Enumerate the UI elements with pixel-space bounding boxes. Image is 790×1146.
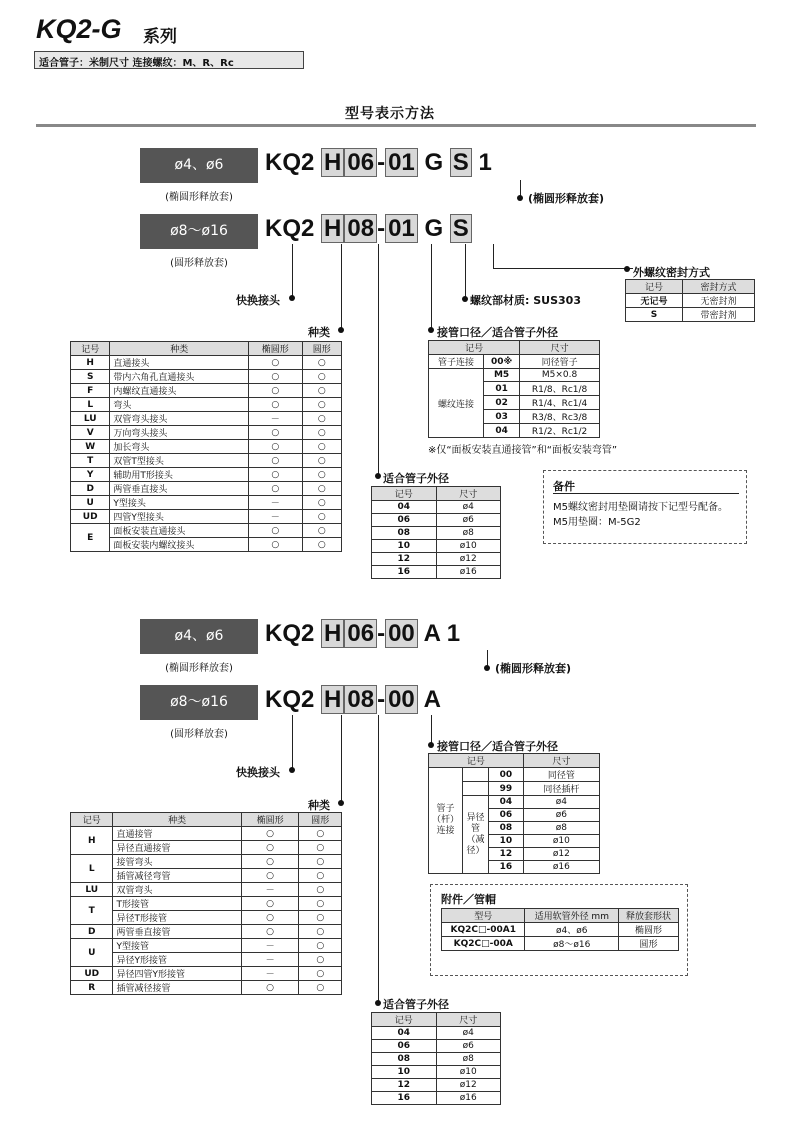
- thread-material: 螺纹部材质: SUS303: [470, 294, 581, 307]
- size-box-large-2: ø8～ø16: [140, 685, 258, 720]
- tube-table-2: 记号 尺寸 04 ø4 06 ø6 08 ø8 10 ø10 12 ø12 16 ø16: [371, 1012, 501, 1105]
- port-table-2: 记号 尺寸 管子（杆）连接 00 同径管 99 同径插杆 异径管（减径） 04 ø4 06 ø6 08 ø8 10 ø10 12 ø12 16 ø16: [428, 753, 600, 874]
- section-title: 型号表示方法: [345, 106, 435, 122]
- accessory-title: 附件／管帽: [441, 893, 496, 906]
- port-title-2: 接管口径／适合管子外径: [437, 740, 558, 753]
- size-caption-large-2: (圆形释放套): [170, 729, 228, 740]
- quick-connect-label: 快换接头: [236, 294, 280, 307]
- size-box-small: ø4、ø6: [140, 148, 258, 183]
- kind-label: 种类: [308, 326, 330, 339]
- model-code-large-2: KQ2 H 08 - 00 A: [265, 686, 441, 713]
- spare-title: 备件: [553, 480, 575, 493]
- section-rule: [36, 124, 756, 127]
- kind-table-2: 记号 种类 椭圆形 圆形 H 直通接管 ○ ○ 异径直通接管 ○ ○ L 接管弯头 ○ ○ 插管减径弯管 ○ ○ LU 双管弯头 － ○ T T形接管 ○ ○ 异径T形接管 ○ ○ D 两管垂直接管 ○ ○ U Y型接管 － ○ 异径Y形接管 － ○ UD 异径四管Y形接管 － ○ R 插管减径接管 ○ ○: [70, 812, 342, 995]
- kind-label-2: 种类: [308, 799, 330, 812]
- spare-line-2: M5用垫圈：M-5G2: [553, 517, 641, 528]
- page-title: KQ2-G: [36, 14, 122, 44]
- tube-title-2: 适合管子外径: [383, 998, 449, 1011]
- port-table-1: 记号 尺寸 管子连接 00※ 同径管子 螺纹连接 M5 M5×0.8 01 R1/8、Rc1/8 02 R1/4、Rc1/4 03 R3/8、Rc3/8 04 R1/2、Rc1/2: [428, 340, 600, 438]
- tube-table-1: 记号 尺寸 04 ø4 06 ø6 08 ø8 10 ø10 12 ø12 16 ø16: [371, 486, 501, 579]
- seal-table: 记号 密封方式 无记号 无密封剂 S 带密封剂: [625, 279, 755, 322]
- model-code-large: KQ2 H 08 - 01 G S: [265, 214, 472, 244]
- tube-title-1: 适合管子外径: [383, 472, 449, 485]
- oval-release-note-2: (椭圆形释放套): [495, 662, 572, 675]
- oval-release-note: (椭圆形释放套): [528, 192, 605, 205]
- size-box-large: ø8～ø16: [140, 214, 258, 249]
- subtitle: 适合管子：米制尺寸 连接螺纹：M、R、Rc: [34, 51, 304, 69]
- quick-connect-label-2: 快换接头: [236, 766, 280, 779]
- model-code-small-2: KQ2 H 06 - 00 A 1: [265, 620, 461, 647]
- port-title-1: 接管口径／适合管子外径: [437, 326, 558, 339]
- size-caption-small: (椭圆形释放套): [165, 192, 233, 203]
- accessory-table: 型号 适用软管外径 mm 释放套形状 KQ2C□-00A1 ø4、ø6 椭圆形 KQ2C□-00A ø8～ø16 圆形: [441, 908, 679, 951]
- page-title-series: 系列: [143, 27, 177, 47]
- kind-table-1: 记号 种类 椭圆形 圆形 H 直通接头 ○ ○ S 带内六角孔直通接头 ○ ○ F 内螺纹直通接头 ○ ○ L 弯头 ○ ○ LU 双管弯头接头 － ○ V 万向弯头接头 ○ ○ W 加长弯头 ○ ○ T 双管T型接头 ○ ○ Y 辅助用T形接头 ○ ○ D 两管垂直接头 ○ ○ U Y型接头 － ○ UD 四管Y型接头 － ○ E 面板安装直通接头 ○ ○ 面板安装内螺纹接头 ○ ○: [70, 341, 342, 552]
- size-caption-small-2: (椭圆形释放套): [165, 663, 233, 674]
- seal-title: 外螺纹密封方式: [633, 266, 710, 279]
- model-code-small: KQ2 H 06 - 01 G S 1: [265, 149, 492, 176]
- size-box-small-2: ø4、ø6: [140, 619, 258, 654]
- port-note: ※仅“面板安装直通接管”和“面板安装弯管”: [428, 445, 618, 456]
- size-caption-large: (圆形释放套): [170, 258, 228, 269]
- spare-line-1: M5螺纹密封用垫圈请按下记型号配备。: [553, 502, 728, 513]
